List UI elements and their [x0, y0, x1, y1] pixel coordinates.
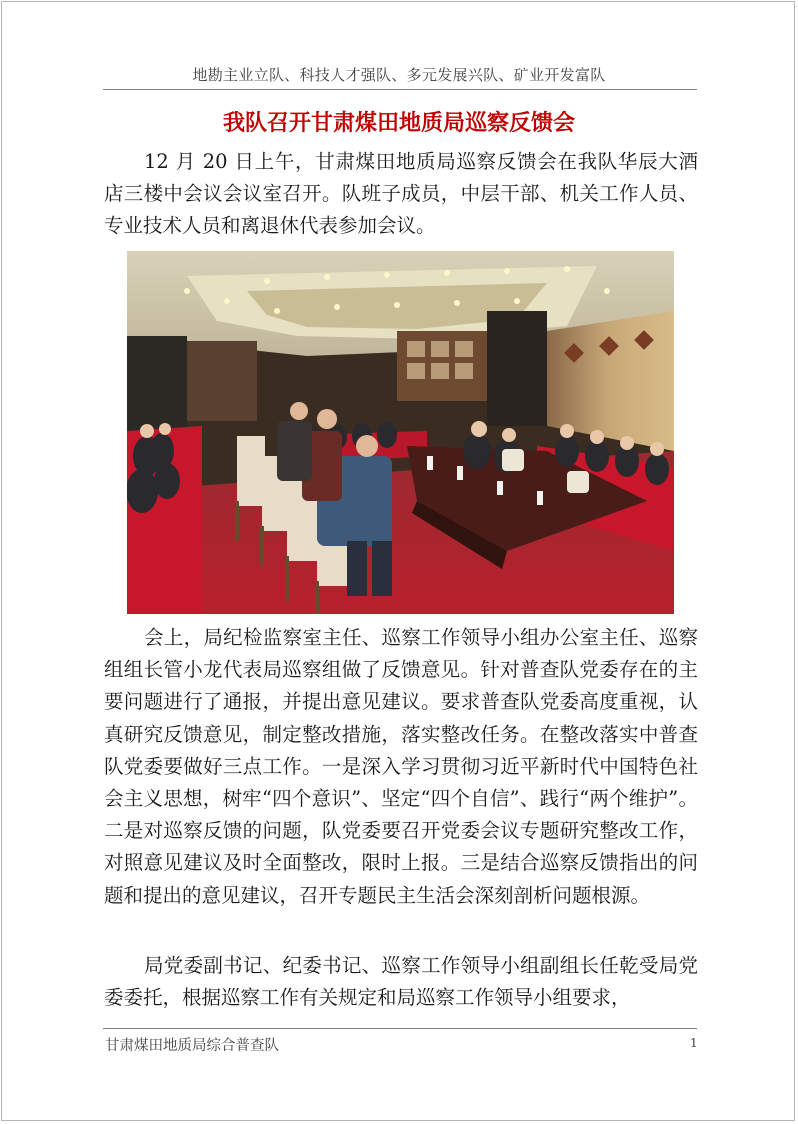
header-divider [103, 89, 697, 90]
article-paragraph-2: 会上，局纪检监察室主任、巡察工作领导小组办公室主任、巡察组组长管小龙代表局巡察组做了反馈意见。针对普查队党委存在的主要问题进行了通报，并提出意见建议。要求普查队党委高度重视，认真研究反馈意见，制定整改措施，落实整改任务。在整改落实中普查队党委要做好三点工作。一是深入学习贯彻习近平新时代中国特色社会主义思想，树牢“四个意识”、坚定“四个自信”、践行“两个维护”。二是对巡察反馈的问题，队党委要召开党委会议专题研究整改工作，对照意见建议及时全面整改，限时上报。三是结合巡察反馈指出的问题和提出的意见建议，召开专题民主生活会深刻剖析问题根源。 [104, 626, 698, 907]
page-number: 1 [690, 1036, 698, 1050]
footer-organization: 甘肃煤田地质局综合普查队 [105, 1038, 279, 1054]
meeting-photo [127, 251, 674, 614]
article-paragraph-1: 12 月 20 日上午，甘肃煤田地质局巡察反馈会在我队华辰大酒店三楼中会议会议室召开。队班子成员，中层干部、机关工作人员、专业技术人员和离退休代表参加会议。 [104, 150, 698, 238]
footer-divider [103, 1028, 697, 1029]
article-title: 我队召开甘肃煤田地质局巡察反馈会 [222, 110, 575, 136]
page-header-slogan: 地勘主业立队、科技人才强队、多元发展兴队、矿业开发富队 [192, 66, 606, 84]
article-paragraph-3: 局党委副书记、纪委书记、巡察工作领导小组副组长任乾受局党委委托，根据巡察工作有关规定和局巡察工作领导小组要求， [104, 954, 698, 1010]
